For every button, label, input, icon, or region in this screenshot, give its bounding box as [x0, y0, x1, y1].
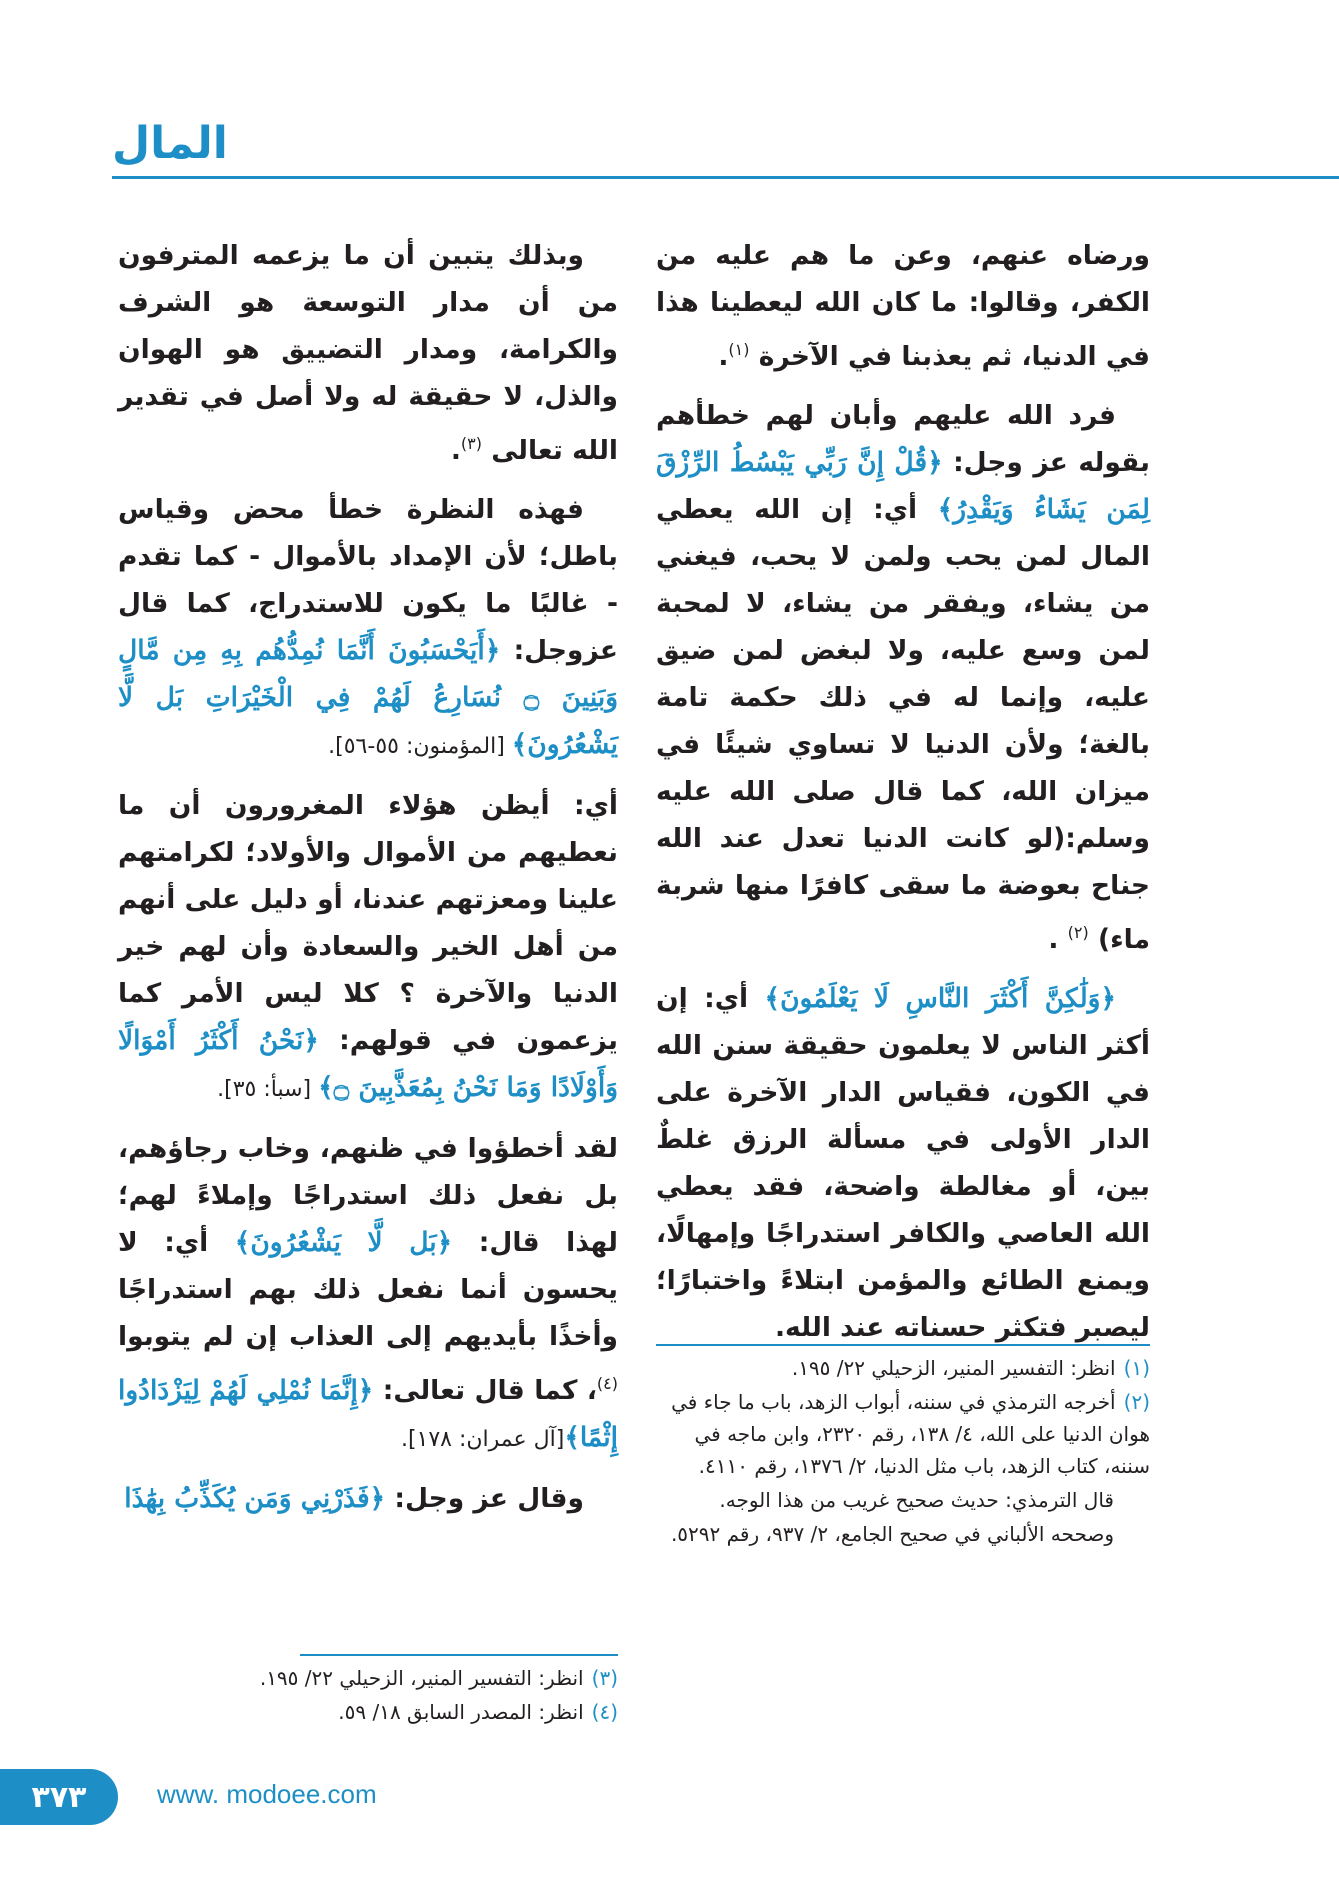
right-footnote-rule — [656, 1344, 1150, 1346]
website-link[interactable]: www. modoee.com — [157, 1779, 377, 1809]
quran-verse: ﴿فَذَرْنِي وَمَن يُكَذِّبُ بِهَٰذَا — [124, 1482, 386, 1514]
paragraph-text: وقال عز وجل: — [385, 1482, 584, 1514]
paragraph-text: أي: إن الله يعطي المال لمن يحب ولمن لا يحب، فيغني من يشاء، ويفقر من يشاء، لا لمحبة لمن وسع عليه، ولا لبغض لمن ضيق عليه، وإنما له في ذلك حكمة تامة بالغة؛ ولأن الدنيا لا تساوي شيئًا في ميزان الله، كما قال صلى الله عليه وسلم:(لو كانت الدنيا تعدل عند الله جناح بعوضة ما سقى كافرًا منها شربة ماء) — [656, 493, 1150, 955]
footnote — [118, 1662, 618, 1694]
footnote-ref: (٢) — [1067, 922, 1089, 942]
footnote — [656, 1386, 1150, 1482]
paragraph-text: فرد الله عليهم وأبان لهم خطأهم بقوله عز وجل: — [656, 399, 1150, 478]
paragraph-text: . — [718, 340, 729, 372]
footnote-number: (١) — [1123, 1356, 1150, 1380]
quran-verse: ﴿بَل لَّا يَشْعُرُونَ﴾ — [234, 1226, 453, 1258]
verse-reference: [سبأ: ٣٥]. — [217, 1076, 319, 1102]
paragraph — [118, 782, 618, 1113]
left-column — [118, 232, 618, 1534]
paragraph — [656, 232, 1150, 380]
footnote — [118, 1696, 618, 1728]
paragraph — [118, 486, 618, 770]
paragraph — [656, 392, 1150, 963]
paragraph-text: . — [450, 434, 461, 466]
footnote-text: انظر: المصدر السابق ١٨/ ٥٩. — [338, 1700, 584, 1724]
verse-reference: [آل عمران: ١٧٨]. — [400, 1426, 565, 1452]
paragraph-text: أي: أيظن هؤلاء المغرورون أن ما نعطيهم من الأموال والأولاد؛ لكرامتهم علينا ومعزتهم عندنا، أو دليل على أنهم من أهل الخير والسعادة وأن لهم خير الدنيا والآخرة ؟ كلا ليس الأمر كما يزعمون في قولهم: — [118, 789, 618, 1056]
paragraph-text: . — [1048, 923, 1068, 955]
right-footnotes — [656, 1352, 1150, 1552]
paragraph — [118, 232, 618, 474]
left-footnote-rule — [300, 1654, 618, 1656]
quran-verse: ﴿قُلْ إِنَّ رَبِّي يَبْسُطُ الرِّزْقَ لِمَن يَشَاءُ وَيَقْدِرُ﴾ — [656, 446, 1150, 525]
footnote-ref: (٤) — [596, 1373, 618, 1393]
paragraph — [656, 975, 1150, 1351]
paragraph-text: وبذلك يتبين أن ما يزعمه المترفون من أن مدار التوسعة هو الشرف والكرامة، ومدار التضييق هو الهوان والذل، لا حقيقة له ولا أصل في تقدير الله تعالى — [118, 240, 618, 466]
footnote-number: (٣) — [591, 1666, 618, 1690]
footnote-text: وصححه الألباني في صحيح الجامع، ٢/ ٩٣٧، رقم ٥٢٩٢. — [670, 1522, 1114, 1546]
footnote — [656, 1518, 1114, 1550]
quran-verse: ﴿إِنَّمَا نُمْلِي لَهُمْ لِيَزْدَادُوا إِثْمًا﴾ — [118, 1374, 618, 1453]
paragraph-text: أي: إن أكثر الناس لا يعلمون حقيقة سنن الله في الكون، فقياس الدار الآخرة على الدار الأولى في مسألة الرزق غلطٌ بين، أو مغالطة واضحة، فقد يعطي الله العاصي والكافر استدراجًا وإمهالًا، ويمنع الطائع والمؤمن ابتلاءً واختبارًا؛ ليصبر فتكثر حسناته عند الله. — [656, 982, 1150, 1343]
left-footnotes — [118, 1662, 618, 1730]
quran-verse: ﴿أَيَحْسَبُونَ أَنَّمَا نُمِدُّهُم بِهِ مِن مَّالٍ وَبَنِينَ ۝ نُسَارِعُ لَهُمْ فِي الْخَيْرَاتِ بَل لَّا يَشْعُرُونَ﴾ — [118, 634, 618, 760]
footnote-text: أخرجه الترمذي في سننه، أبواب الزهد، باب ما جاء في هوان الدنيا على الله، ٤/ ١٣٨، رقم ٢٣٢٠، وابن ماجه في سننه، كتاب الزهد، باب مثل الدنيا، ٢/ ١٣٧٦، رقم ٤١١٠. — [671, 1390, 1150, 1478]
footnote-number: (٤) — [591, 1700, 618, 1724]
footnote-ref: (٣) — [460, 434, 482, 453]
quran-verse: ﴿نَحْنُ أَكْثَرُ أَمْوَالًا وَأَوْلَادًا وَمَا نَحْنُ بِمُعَذَّبِينَ ۝﴾ — [118, 1024, 618, 1103]
paragraph — [118, 1475, 618, 1522]
paragraph-text: ، كما قال تعالى: — [373, 1374, 597, 1406]
page-number-badge — [0, 1769, 118, 1825]
quran-verse: ﴿وَلَٰكِنَّ أَكْثَرَ النَّاسِ لَا يَعْلَمُونَ﴾ — [764, 982, 1116, 1014]
paragraph-text: ورضاه عنهم، وعن ما هم عليه من الكفر، وقالوا: ما كان الله ليعطينا هذا في الدنيا، ثم يعذبنا في الآخرة — [656, 240, 1150, 372]
paragraph-text: أي: لا يحسون أنما نفعل ذلك بهم استدراجًا وأخذًا بأيديهم إلى العذاب إن لم يتوبوا — [118, 1226, 618, 1352]
footnote — [656, 1352, 1150, 1384]
paragraph-text: فهذه النظرة خطأ محض وقياس باطل؛ لأن الإمداد بالأموال - كما تقدم - غالبًا ما يكون للاستدراج، كما قال عزوجل: — [118, 493, 618, 666]
right-column — [656, 232, 1150, 1363]
paragraph-text: لقد أخطؤوا في ظنهم، وخاب رجاؤهم، بل نفعل ذلك استدراجًا وإملاءً لهم؛ لهذا قال: — [118, 1132, 619, 1258]
footnote-text: انظر: التفسير المنير، الزحيلي ٢٢/ ١٩٥. — [791, 1356, 1116, 1380]
footnote-number: (٢) — [1123, 1390, 1150, 1414]
footnote-text: انظر: التفسير المنير، الزحيلي ٢٢/ ١٩٥. — [259, 1666, 584, 1690]
header-rule — [112, 176, 1339, 179]
page-title: المال — [112, 118, 228, 169]
footnote — [656, 1484, 1114, 1516]
page-number: ٣٧٣ — [31, 1779, 87, 1815]
footnote-text: قال الترمذي: حديث صحيح غريب من هذا الوجه. — [719, 1488, 1114, 1512]
footnote-ref: (١) — [728, 340, 750, 359]
paragraph — [118, 1125, 618, 1463]
verse-reference: [المؤمنون: ٥٥-٥٦]. — [328, 733, 512, 759]
